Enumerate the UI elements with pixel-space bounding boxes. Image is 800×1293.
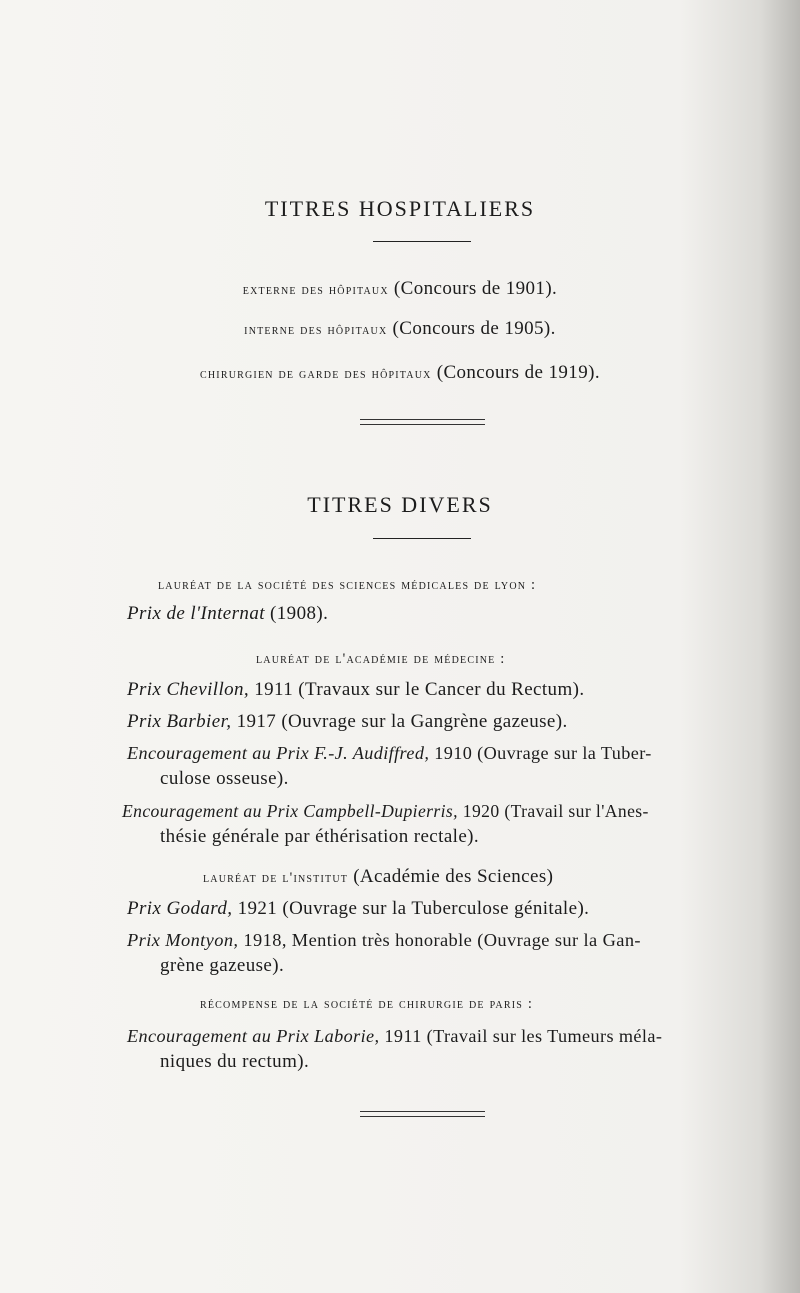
prize-audiffred-cont: culose osseuse). bbox=[160, 768, 289, 789]
section-separator bbox=[360, 419, 485, 425]
prize-barbier: Prix Barbier, 1917 (Ouvrage sur la Gangrène gazeuse). bbox=[127, 711, 568, 732]
heading-institut: lauréat de l'institut (Académie des Sciences) bbox=[203, 866, 554, 887]
prize-laborie: Encouragement au Prix Laborie, 1911 (Travail sur les Tumeurs méla- bbox=[127, 1026, 663, 1046]
prize-campbell-dupierris: Encouragement au Prix Campbell-Dupierris, 1920 (Travail sur l'Anes- bbox=[122, 801, 649, 821]
hospital-entry-chirurgien: chirurgien de garde des hôpitaux (Concours de 1919). bbox=[200, 362, 600, 383]
prize-chevillon: Prix Chevillon, 1911 (Travaux sur le Cancer du Rectum). bbox=[127, 679, 585, 700]
prize-montyon: Prix Montyon, 1918, Mention très honorable (Ouvrage sur la Gan- bbox=[127, 930, 641, 950]
section-title-hospitaliers: TITRES HOSPITALIERS bbox=[264, 196, 536, 221]
hospital-entry-interne: interne des hôpitaux (Concours de 1905). bbox=[244, 318, 556, 339]
prize-godard: Prix Godard, 1921 (Ouvrage sur la Tuberculose génitale). bbox=[127, 898, 590, 919]
prize-montyon-cont: grène gazeuse). bbox=[160, 955, 285, 976]
hospital-entry-externe: externe des hôpitaux (Concours de 1901). bbox=[242, 278, 558, 299]
prize-laborie-cont: niques du rectum). bbox=[160, 1051, 310, 1072]
title-underline bbox=[373, 241, 471, 242]
section-separator bbox=[360, 1111, 485, 1117]
title-underline bbox=[373, 538, 471, 539]
prize-campbell-cont: thésie générale par éthérisation rectale). bbox=[160, 826, 480, 847]
heading-chirurgie: récompense de la société de chirurgie de paris : bbox=[200, 996, 534, 1012]
section-title-divers: TITRES DIVERS bbox=[307, 492, 493, 517]
prize-internat: Prix de l'Internat (1908). bbox=[127, 603, 329, 624]
heading-lyon: lauréat de la société des sciences médicales de lyon : bbox=[158, 577, 537, 593]
heading-academie-medecine: lauréat de l'académie de médecine : bbox=[256, 651, 506, 667]
prize-audiffred: Encouragement au Prix F.-J. Audiffred, 1910 (Ouvrage sur la Tuber- bbox=[127, 743, 652, 763]
